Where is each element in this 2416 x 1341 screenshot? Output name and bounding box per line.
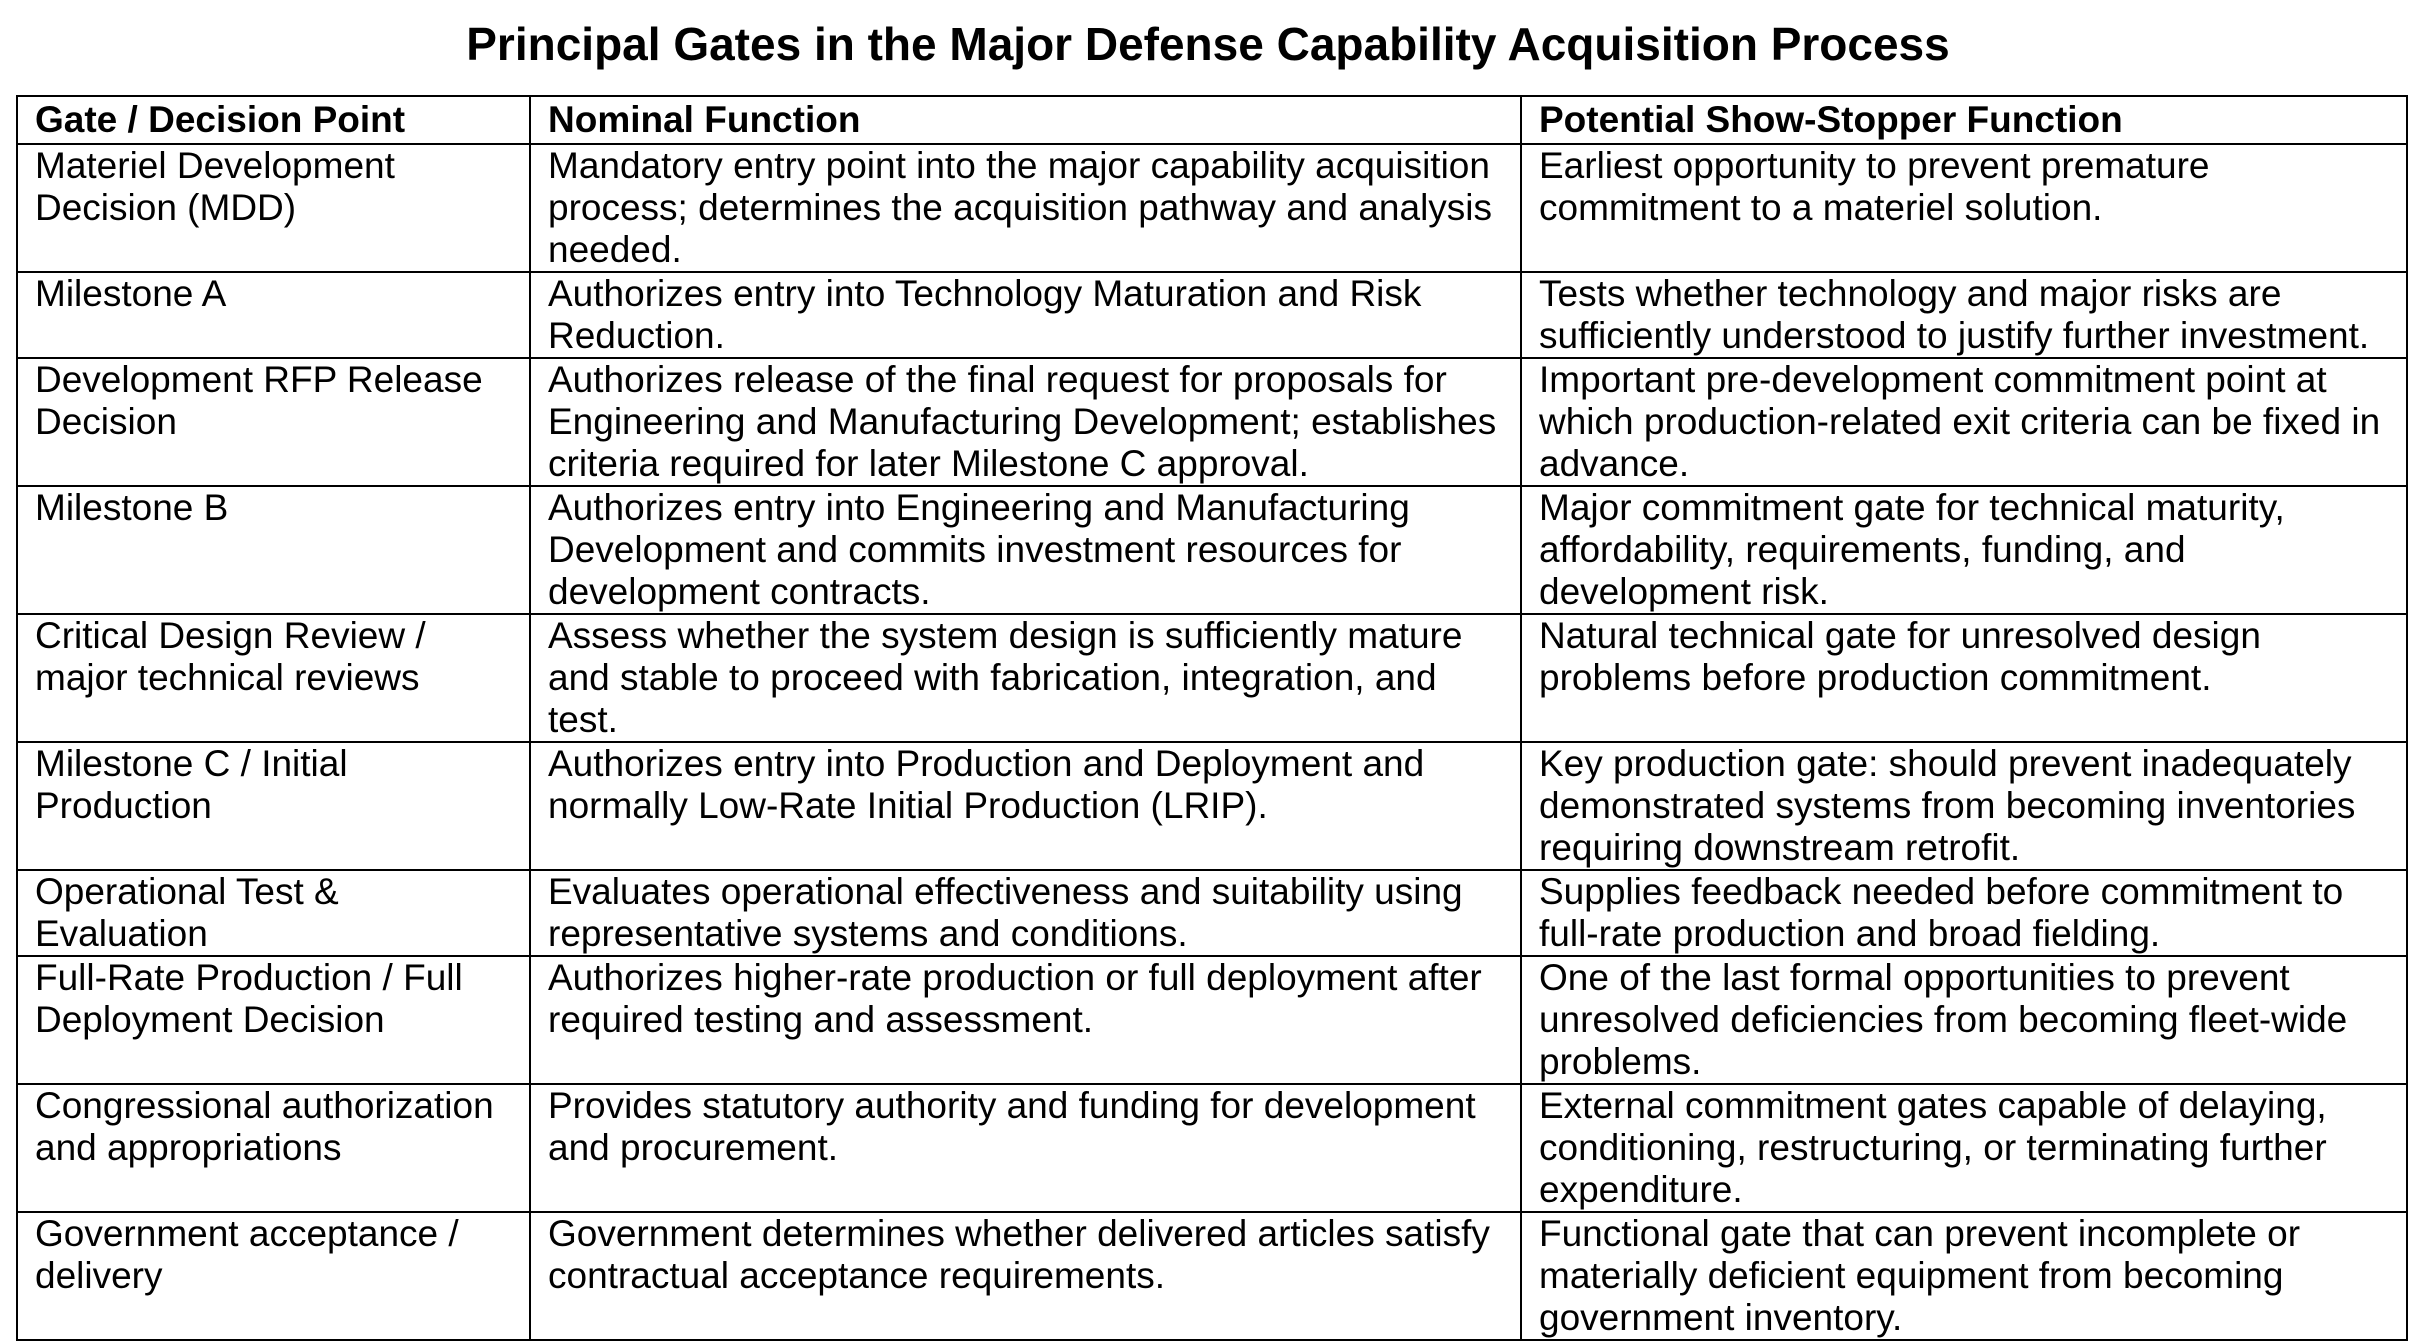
cell-text-line: Earliest opportunity to prevent premature: [1539, 145, 2210, 186]
cell-text-line: advance.: [1539, 443, 1690, 484]
nominal-function-cell: [530, 742, 1521, 870]
cell-text-line: development contracts.: [548, 571, 931, 612]
cell-text-line: conditioning, restructuring, or terminating further: [1539, 1127, 2327, 1168]
cell-text-line: One of the last formal opportunities to prevent: [1539, 957, 2290, 998]
cell-text-line: Evaluation: [35, 913, 208, 954]
cell-text-line: full-rate production and broad fielding.: [1539, 913, 2161, 954]
cell-text-line: and appropriations: [35, 1127, 342, 1168]
cell-text-line: Functional gate that can prevent incomplete or: [1539, 1213, 2301, 1254]
nominal-function-cell: [530, 956, 1521, 1084]
cell-text-line: Authorizes entry into Technology Maturation and Risk: [548, 273, 1422, 314]
cell-text-line: Decision: [35, 401, 177, 442]
cell-text-line: affordability, requirements, funding, and: [1539, 529, 2186, 570]
cell-text-line: Authorizes release of the final request for proposals for: [548, 359, 1447, 400]
cell-text-line: Tests whether technology and major risks are: [1539, 273, 2282, 314]
cell-text-line: Congressional authorization: [35, 1085, 494, 1126]
gate-cell: [17, 1084, 530, 1212]
cell-text-line: Natural technical gate for unresolved design: [1539, 615, 2261, 656]
gate-cell: [17, 870, 530, 956]
nominal-function-cell: [530, 486, 1521, 614]
nominal-function-cell: [530, 1212, 1521, 1340]
cell-text-line: required testing and assessment.: [548, 999, 1094, 1040]
cell-text-line: Milestone A: [35, 273, 227, 314]
nominal-function-cell: [530, 144, 1521, 272]
cell-text-line: expenditure.: [1539, 1169, 1743, 1210]
gate-cell: [17, 272, 530, 358]
header-show-stopper-function: Potential Show-Stopper Function: [1521, 96, 2407, 144]
cell-text-line: Government determines whether delivered articles satisfy: [548, 1213, 1490, 1254]
cell-text-line: Materiel Development: [35, 145, 395, 186]
cell-text-line: normally Low-Rate Initial Production (LRIP).: [548, 785, 1268, 826]
table-row: [17, 272, 2407, 358]
cell-text-line: Authorizes entry into Engineering and Manufacturing: [548, 487, 1410, 528]
cell-text-line: Decision (MDD): [35, 187, 297, 228]
cell-text-line: Key production gate: should prevent inadequately: [1539, 743, 2352, 784]
show-stopper-function-cell: [1521, 614, 2407, 742]
nominal-function-cell: [530, 870, 1521, 956]
cell-text-line: External commitment gates capable of delaying,: [1539, 1085, 2327, 1126]
cell-text-line: Supplies feedback needed before commitment to: [1539, 871, 2344, 912]
show-stopper-function-cell: [1521, 1084, 2407, 1212]
cell-text-line: Government acceptance /: [35, 1213, 459, 1254]
cell-text-line: contractual acceptance requirements.: [548, 1255, 1166, 1296]
show-stopper-function-cell: [1521, 358, 2407, 486]
show-stopper-function-cell: [1521, 742, 2407, 870]
cell-text-line: demonstrated systems from becoming inventories: [1539, 785, 2356, 826]
cell-text-line: Evaluates operational effectiveness and suitability using: [548, 871, 1463, 912]
gate-cell: [17, 1212, 530, 1340]
cell-text-line: Development and commits investment resources for: [548, 529, 1402, 570]
show-stopper-function-cell: [1521, 144, 2407, 272]
show-stopper-function-cell: [1521, 870, 2407, 956]
cell-text-line: development risk.: [1539, 571, 1829, 612]
cell-text-line: sufficiently understood to justify further investment.: [1539, 315, 2370, 356]
cell-text-line: requiring downstream retrofit.: [1539, 827, 2021, 868]
cell-text-line: which production-related exit criteria can be fixed in: [1539, 401, 2381, 442]
cell-text-line: Provides statutory authority and funding for development: [548, 1085, 1476, 1126]
cell-text-line: process; determines the acquisition pathway and analysis: [548, 187, 1493, 228]
cell-text-line: Engineering and Manufacturing Development; establishes: [548, 401, 1497, 442]
nominal-function-cell: [530, 614, 1521, 742]
show-stopper-function-cell: [1521, 272, 2407, 358]
cell-text-line: Authorizes entry into Production and Deployment and: [548, 743, 1425, 784]
cell-text-line: Full-Rate Production / Full: [35, 957, 463, 998]
cell-text-line: materially deficient equipment from becoming: [1539, 1255, 2284, 1296]
cell-text-line: Deployment Decision: [35, 999, 385, 1040]
gate-cell: [17, 358, 530, 486]
show-stopper-function-cell: [1521, 956, 2407, 1084]
cell-text-line: delivery: [35, 1255, 163, 1296]
header-row: [17, 96, 2407, 144]
table-row: [17, 1084, 2407, 1212]
cell-text-line: Development RFP Release: [35, 359, 483, 400]
cell-text-line: and procurement.: [548, 1127, 839, 1168]
nominal-function-cell: [530, 358, 1521, 486]
gates-table: [16, 95, 2408, 1341]
show-stopper-function-cell: [1521, 486, 2407, 614]
cell-text-line: commitment to a materiel solution.: [1539, 187, 2103, 228]
table-row: [17, 144, 2407, 272]
cell-text-line: Milestone C / Initial: [35, 743, 348, 784]
table-row: [17, 358, 2407, 486]
table-body: [17, 144, 2407, 1340]
cell-text-line: problems before production commitment.: [1539, 657, 2212, 698]
cell-text-line: representative systems and conditions.: [548, 913, 1188, 954]
cell-text-line: major technical reviews: [35, 657, 420, 698]
table-row: [17, 614, 2407, 742]
table-row: [17, 870, 2407, 956]
cell-text-line: Important pre-development commitment point at: [1539, 359, 2327, 400]
cell-text-line: Production: [35, 785, 212, 826]
cell-text-line: Reduction.: [548, 315, 725, 356]
cell-text-line: Milestone B: [35, 487, 229, 528]
table-row: [17, 956, 2407, 1084]
cell-text-line: Major commitment gate for technical maturity,: [1539, 487, 2285, 528]
table-row: [17, 1212, 2407, 1340]
cell-text-line: criteria required for later Milestone C approval.: [548, 443, 1309, 484]
cell-text-line: test.: [548, 699, 618, 740]
cell-text-line: problems.: [1539, 1041, 1702, 1082]
cell-text-line: Authorizes higher-rate production or full deployment after: [548, 957, 1482, 998]
gate-cell: [17, 614, 530, 742]
nominal-function-cell: [530, 272, 1521, 358]
cell-text-line: Operational Test &: [35, 871, 339, 912]
cell-text-line: government inventory.: [1539, 1297, 1903, 1338]
header-gate: Gate / Decision Point: [17, 96, 530, 144]
gate-cell: [17, 144, 530, 272]
table-row: [17, 486, 2407, 614]
gate-cell: [17, 742, 530, 870]
cell-text-line: and stable to proceed with fabrication, integration, and: [548, 657, 1437, 698]
cell-text-line: Mandatory entry point into the major capability acquisition: [548, 145, 1490, 186]
cell-text-line: needed.: [548, 229, 682, 270]
cell-text-line: unresolved deficiencies from becoming fleet-wide: [1539, 999, 2348, 1040]
gate-cell: [17, 486, 530, 614]
show-stopper-function-cell: [1521, 1212, 2407, 1340]
table-row: [17, 742, 2407, 870]
cell-text-line: Critical Design Review /: [35, 615, 426, 656]
cell-text-line: Assess whether the system design is sufficiently mature: [548, 615, 1463, 656]
nominal-function-cell: [530, 1084, 1521, 1212]
document-title: Principal Gates in the Major Defense Capability Acquisition Process: [466, 18, 1950, 70]
gate-cell: [17, 956, 530, 1084]
header-nominal-function: Nominal Function: [530, 96, 1521, 144]
